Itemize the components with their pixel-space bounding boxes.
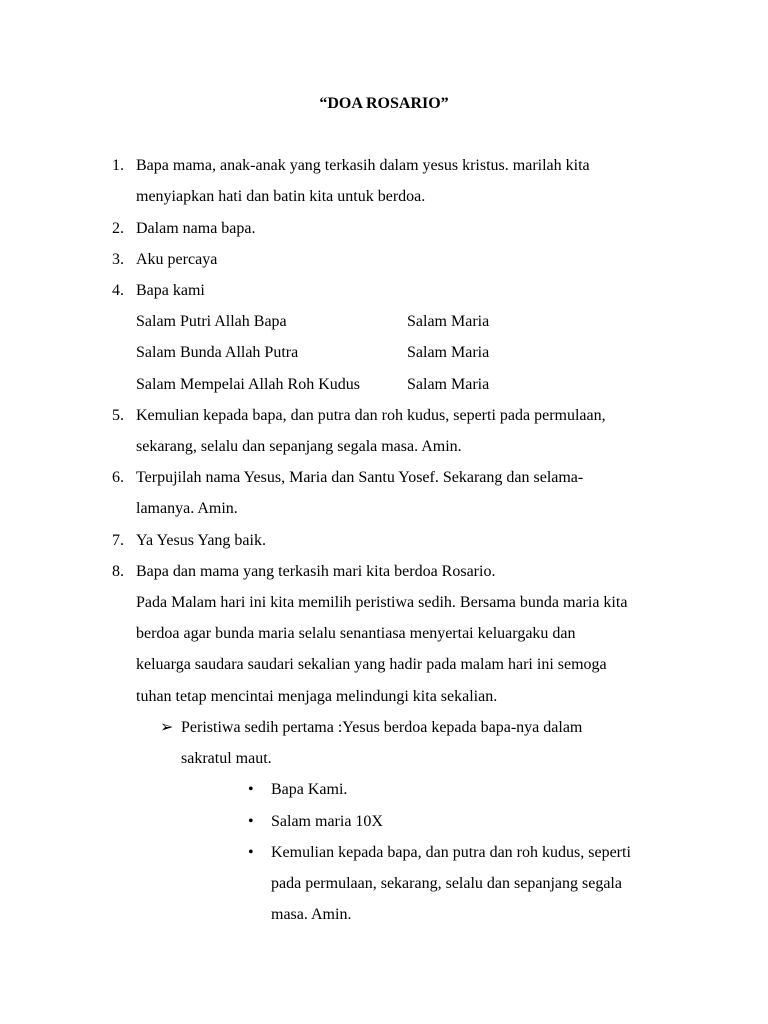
list-item-8-line-2: Pada Malam hari ini kita memilih peristiwa sedih. Bersama bunda maria kita bbox=[136, 594, 628, 611]
arrow-bullet-icon: ➢ bbox=[160, 719, 174, 736]
list-item-5-line-2: sekarang, selalu dan sepanjang segala masa. Amin. bbox=[136, 438, 462, 455]
list-item-8-line-4: keluarga saudara saudari sekalian yang hadir pada malam hari ini semoga bbox=[136, 656, 607, 673]
bullet-item-2: Salam maria 10X bbox=[271, 813, 383, 830]
bullet-icon: • bbox=[248, 781, 254, 798]
peristiwa-line-2: sakratul maut. bbox=[181, 750, 272, 767]
list-item-4-line-1: Bapa kami bbox=[136, 282, 205, 299]
list-item-7-line-1: Ya Yesus Yang baik. bbox=[136, 532, 266, 549]
bullet-item-3-line-1: Kemulian kepada bapa, dan putra dan roh kudus, seperti bbox=[271, 844, 631, 861]
document-title: “DOA ROSARIO” bbox=[319, 95, 449, 112]
salam-row-1-left: Salam Putri Allah Bapa bbox=[136, 313, 287, 330]
peristiwa-line-1: Peristiwa sedih pertama :Yesus berdoa kepada bapa-nya dalam bbox=[181, 719, 583, 736]
salam-row-3-left: Salam Mempelai Allah Roh Kudus bbox=[136, 376, 360, 393]
list-item-8-line-3: berdoa agar bunda maria selalu senantiasa menyertai keluargaku dan bbox=[136, 625, 576, 642]
list-number: 6. bbox=[112, 469, 124, 486]
bullet-item-3-line-3: masa. Amin. bbox=[271, 906, 352, 923]
bullet-item-1: Bapa Kami. bbox=[271, 781, 348, 798]
list-number: 8. bbox=[112, 563, 124, 580]
list-number: 4. bbox=[112, 282, 124, 299]
list-item-5-line-1: Kemulian kepada bapa, dan putra dan roh kudus, seperti pada permulaan, bbox=[136, 407, 606, 424]
list-number: 5. bbox=[112, 407, 124, 424]
bullet-icon: • bbox=[248, 813, 254, 830]
salam-row-3-right: Salam Maria bbox=[407, 376, 490, 393]
list-number: 1. bbox=[112, 157, 124, 174]
list-item-3-line-1: Aku percaya bbox=[136, 251, 218, 268]
bullet-icon: • bbox=[248, 844, 254, 861]
list-item-8-line-1: Bapa dan mama yang terkasih mari kita berdoa Rosario. bbox=[136, 563, 496, 580]
list-number: 2. bbox=[112, 220, 124, 237]
list-item-1-line-1: Bapa mama, anak-anak yang terkasih dalam yesus kristus. marilah kita bbox=[136, 157, 590, 174]
list-item-6-line-2: lamanya. Amin. bbox=[136, 500, 238, 517]
list-item-6-line-1: Terpujilah nama Yesus, Maria dan Santu Yosef. Sekarang dan selama- bbox=[136, 469, 584, 486]
salam-row-1-right: Salam Maria bbox=[407, 313, 490, 330]
list-number: 7. bbox=[112, 532, 124, 549]
list-number: 3. bbox=[112, 251, 124, 268]
salam-row-2-right: Salam Maria bbox=[407, 344, 490, 361]
bullet-item-3-line-2: pada permulaan, sekarang, selalu dan sepanjang segala bbox=[271, 875, 622, 892]
list-item-1-line-2: menyiapkan hati dan batin kita untuk berdoa. bbox=[136, 188, 426, 205]
salam-row-2-left: Salam Bunda Allah Putra bbox=[136, 344, 299, 361]
list-item-8-line-5: tuhan tetap mencintai menjaga melindungi kita sekalian. bbox=[136, 688, 498, 705]
list-item-2-line-1: Dalam nama bapa. bbox=[136, 220, 256, 237]
